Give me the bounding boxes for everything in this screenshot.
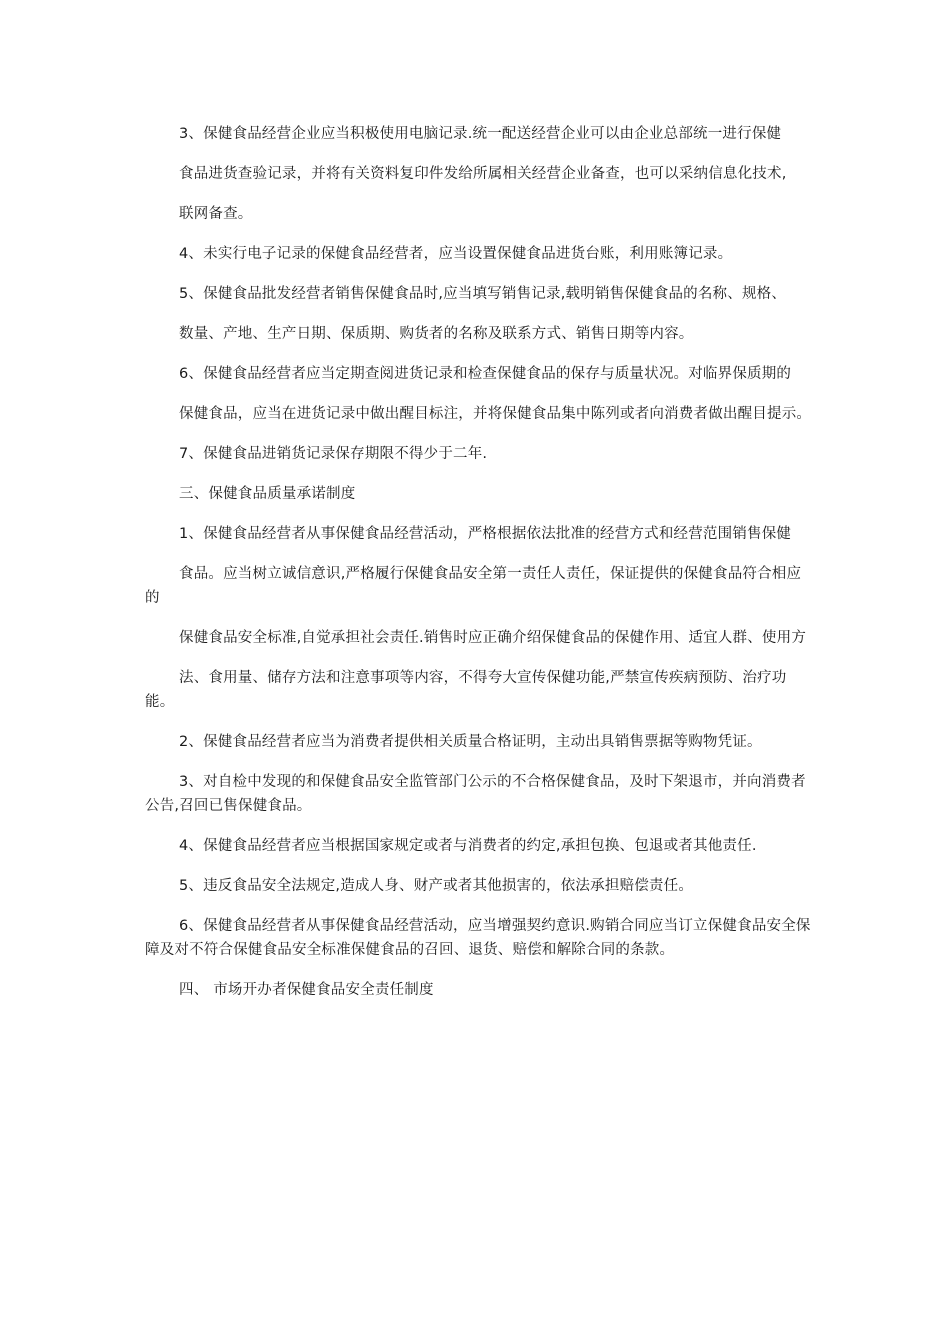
document-body <box>145 122 815 1018</box>
paragraph: 联网备查。 <box>179 206 253 222</box>
paragraph: 保健食品，应当在进货记录中做出醒目标注，并将保健食品集中陈列或者向消费者做出醒目提示。 <box>179 406 812 422</box>
paragraph: 3、保健食品经营企业应当积极使用电脑记录.统一配送经营企业可以由企业总部统一进行保健 <box>179 126 782 142</box>
section-heading: 三、保健食品质量承诺制度 <box>179 486 356 502</box>
paragraph: 4、未实行电子记录的保健食品经营者，应当设置保健食品进货台账，利用账簿记录。 <box>179 246 733 262</box>
paragraph: 4、保健食品经营者应当根据国家规定或者与消费者的约定,承担包换、包退或者其他责任. <box>179 838 757 854</box>
paragraph: 2、保健食品经营者应当为消费者提供相关质量合格证明，主动出具销售票据等购物凭证。 <box>179 734 762 750</box>
paragraph: 保健食品安全标准,自觉承担社会责任.销售时应正确介绍保健食品的保健作用、适宜人群、使用方 <box>179 630 807 646</box>
paragraph: 6、保健食品经营者应当定期查阅进货记录和检查保健食品的保存与质量状况。对临界保质期的 <box>179 366 792 382</box>
paragraph: 食品进货查验记录，并将有关资料复印件发给所属相关经营企业备查，也可以采纳信息化技术, <box>179 166 787 182</box>
paragraph: 3、对自检中发现的和保健食品安全监管部门公示的不合格保健食品，及时下架退市，并向消费者公告,召回已售保健食品。 <box>145 774 806 814</box>
section-heading: 四、 市场开办者保健食品安全责任制度 <box>179 982 434 998</box>
paragraph: 7、保健食品进销货记录保存期限不得少于二年. <box>179 446 488 462</box>
paragraph: 数量、产地、生产日期、保质期、购货者的名称及联系方式、销售日期等内容。 <box>179 326 694 342</box>
paragraph: 5、违反食品安全法规定,造成人身、财产或者其他损害的，依法承担赔偿责任。 <box>179 878 694 894</box>
paragraph: 5、保健食品批发经营者销售保健食品时,应当填写销售记录,载明销售保健食品的名称、规格、 <box>179 286 787 302</box>
paragraph: 食品。应当树立诚信意识,严格履行保健食品安全第一责任人责任，保证提供的保健食品符合相应的 <box>145 566 802 606</box>
paragraph: 1、保健食品经营者从事保健食品经营活动，严格根据依法批准的经营方式和经营范围销售保健 <box>179 526 792 542</box>
paragraph: 6、保健食品经营者从事保健食品经营活动，应当增强契约意识.购销合同应当订立保健食品安全保障及对不符合保健食品安全标准保健食品的召回、退货、赔偿和解除合同的条款。 <box>145 918 811 958</box>
paragraph: 法、食用量、储存方法和注意事项等内容，不得夸大宣传保健功能,严禁宣传疾病预防、治疗功能。 <box>145 670 787 710</box>
